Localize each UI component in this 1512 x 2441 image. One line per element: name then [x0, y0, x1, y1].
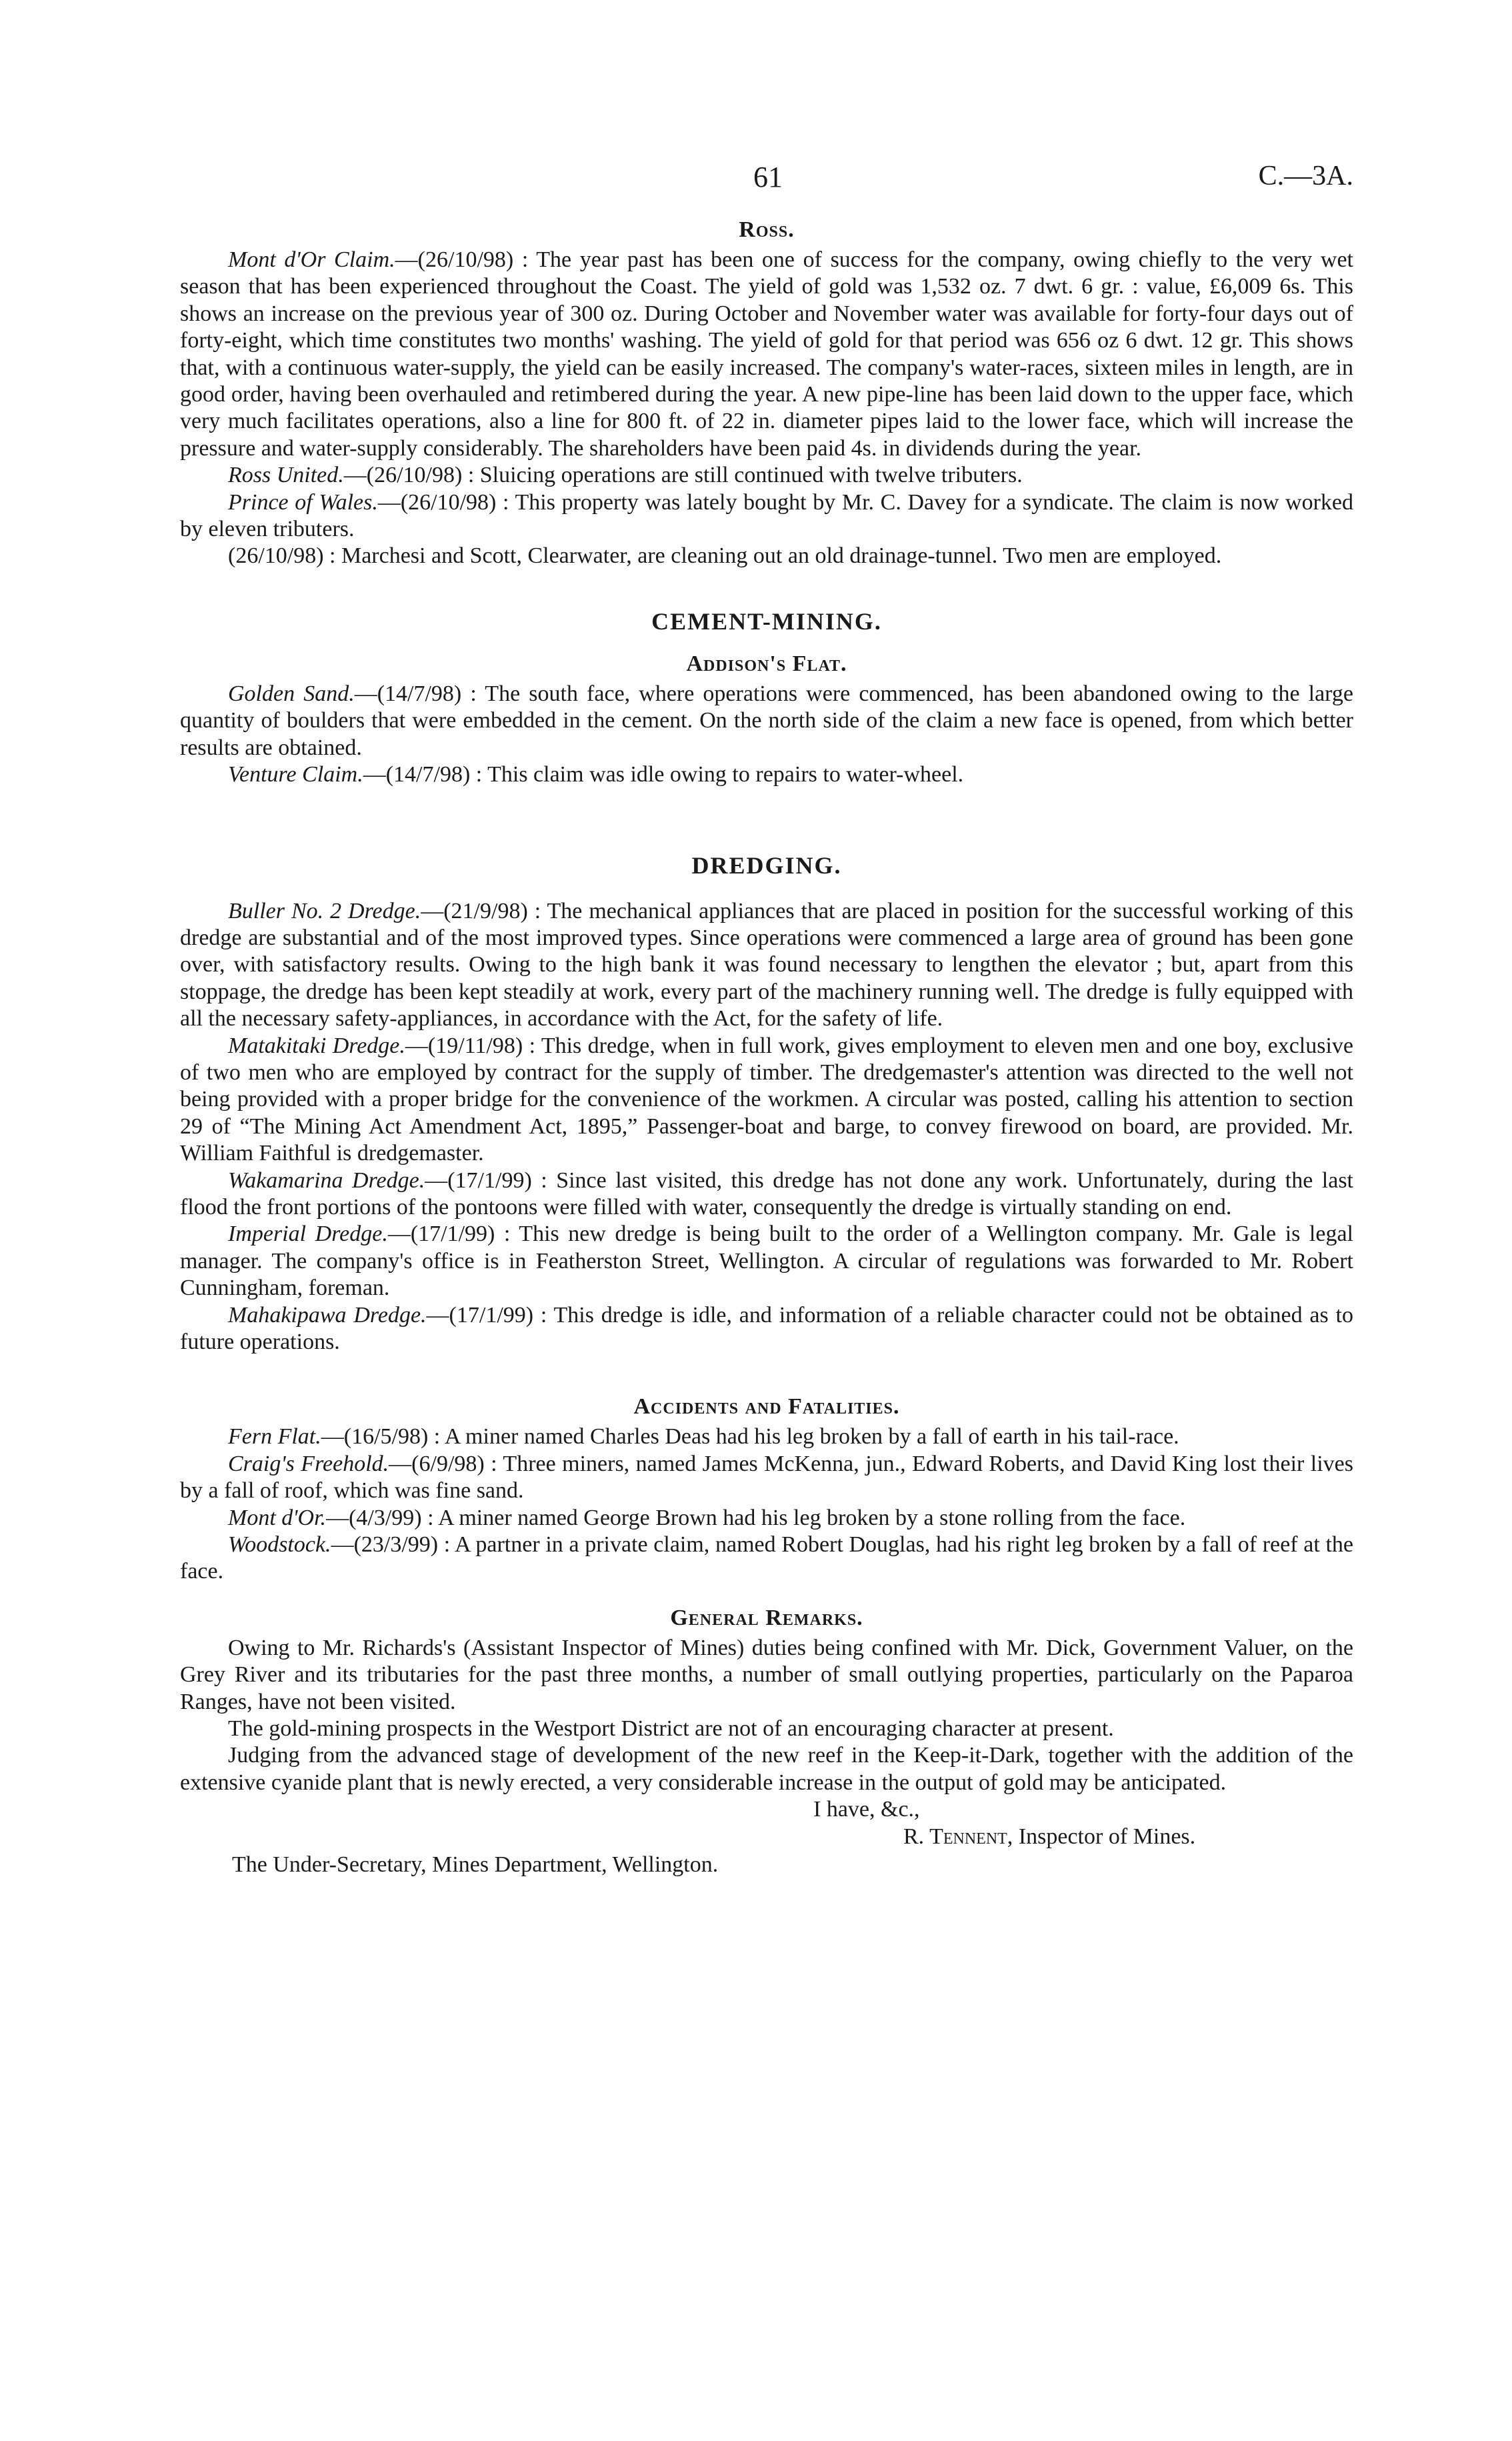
paragraph [180, 1451, 1353, 1505]
paragraph [180, 898, 1353, 1033]
paragraph-body: —(26/10/98) : The year past has been one of success for the company, owing chiefly to the very wet season that has been experienced throughout the Coast. The yield of gold was 1,532 oz. 7 dwt. 6 gr. : value, £6,009 6s. This shows an increase on the previous year of 300 oz. During October and November water was available for forty-four days out of forty-eight, which time constitutes two months' washing. The yield of gold for that period was 656 oz 6 dwt. 12 gr. This shows that, with a continuous water-supply, the yield can be easily increased. The company's water-races, sixteen miles in length, are in good order, having been overhauled and retimbered during the year. A new pipe-line has been laid down to the upper face, which very much facilitates operations, also a line for 800 ft. of 22 in. diameter pipes laid to the lower face, which will increase the pressure and water-supply considerably. The shareholders have been paid 4s. in dividends during the year. [180, 247, 1353, 461]
paragraph-title: Matakitaki Dredge. [228, 1033, 405, 1058]
paragraph [180, 1221, 1353, 1302]
addressee: The Under-Secretary, Mines Department, Wellington. [232, 1852, 719, 1878]
paragraph [180, 247, 1353, 462]
page-reference: C.—3A. [1258, 161, 1353, 191]
paragraph-body: —(21/9/98) : The mechanical appliances that are placed in position for the successful working of this dredge are substantial and of the most improved types. Since operations were commenced a large area of ground has been gone over, with satisfactory results. Owing to the high bank it was found necessary to lengthen the elevator ; but, apart from this stoppage, the dredge has been kept steadily at work, every part of the machinery running well. The dredge is fully equipped with all the necessary safety-appliances, in accordance with the Act, for the safety of life. [180, 898, 1353, 1031]
paragraph [180, 1033, 1353, 1167]
paragraph-body: —(26/10/98) : Sluicing operations are still continued with twelve tributers. [343, 463, 1023, 488]
paragraph-title: Golden Sand. [228, 681, 355, 706]
paragraph-title: Wakamarina Dredge. [228, 1167, 425, 1193]
paragraph-body: —(16/5/98) : A miner named Charles Deas had his leg broken by a fall of earth in his tail-race. [321, 1424, 1179, 1450]
paragraph-body: —(14/7/98) : The south face, where operations were commenced, has been abandoned owing to the large quantity of boulders that were embedded in the cement. On the north side of the claim a new face is opened, from which better results are obtained. [180, 681, 1353, 760]
paragraph-title: Mont d'Or Claim. [228, 247, 395, 272]
paragraph-body: —(4/3/99) : A miner named George Brown had his leg broken by a stone rolling from the face. [326, 1505, 1186, 1530]
subheading-addisons-flat: Addison's Flat. [686, 651, 847, 676]
paragraph [180, 681, 1353, 761]
paragraph [180, 489, 1353, 543]
paragraph-body: —(19/11/98) : This dredge, when in full work, gives employment to eleven men and one boy, exclusive of two men who are employed by contract for the supply of timber. The dredgemaster's attention was directed to the well not being provided with a proper bridge for the convenience of the workmen. A circular was posted, calling his attention to section 29 of “The Mining Act Amendment Act, 1895,” Passenger-boat and barge, to convey firewood on board, are provided. Mr. William Faithful is dredgemaster. [180, 1033, 1353, 1166]
paragraph [180, 1302, 1353, 1356]
paragraph: Owing to Mr. Richards's (Assistant Inspector of Mines) duties being confined with Mr. Dick, Government Valuer, on the Grey River and its tributaries for the past three months, a number of small outlying properties, particularly on the Paparoa Ranges, have not been visited. [180, 1635, 1353, 1714]
signature-name: R. Tennent, [903, 1824, 1013, 1849]
paragraph [180, 543, 1353, 569]
paragraph-title: Woodstock. [228, 1532, 331, 1558]
paragraph-title: Prince of Wales. [228, 489, 378, 515]
paragraph [180, 1167, 1353, 1222]
paragraph-title: Craig's Freehold. [228, 1451, 389, 1476]
paragraph-body: —(26/10/98) : This property was lately bought by Mr. C. Davey for a syndicate. The claim is now worked by eleven tributers. [180, 489, 1353, 542]
signature-title: Inspector of Mines. [1018, 1824, 1196, 1849]
paragraph-title: Fern Flat. [228, 1424, 321, 1450]
section-heading-general-remarks: General Remarks. [670, 1605, 863, 1630]
paragraph [180, 1424, 1353, 1450]
section-heading-dredging: DREDGING. [691, 851, 842, 879]
paragraph-title: Imperial Dredge. [228, 1222, 388, 1247]
paragraph-body: —(6/9/98) : Three miners, named James McKenna, jun., Edward Roberts, and David King lost their lives by a fall of roof, which was fine sand. [180, 1451, 1353, 1504]
paragraph [180, 462, 1353, 489]
paragraph-title: Buller No. 2 Dredge. [228, 898, 421, 923]
paragraph-body: —(14/7/98) : This claim was idle owing to repairs to water-wheel. [363, 762, 964, 787]
paragraph-body: —(23/3/99) : A partner in a private claim, named Robert Douglas, had his right leg broken by a fall of reef at the face. [180, 1532, 1353, 1584]
paragraph-title: Ross United. [228, 463, 344, 488]
page-header [180, 160, 1353, 213]
paragraph-body: (26/10/98) : Marchesi and Scott, Clearwater, are cleaning out an old drainage-tunnel. Two men are employed. [228, 543, 1222, 569]
paragraph [180, 1505, 1353, 1532]
paragraph-body: —(17/1/99) : Since last visited, this dredge has not done any work. Unfortunately, during the last flood the front portions of the pontoons were filled with water, consequently the dredge is virtually standing on end. [180, 1167, 1353, 1219]
paragraph-title: Venture Claim. [228, 762, 363, 787]
paragraph-body: —(17/1/99) : This new dredge is being built to the order of a Wellington company. Mr. Gale is legal manager. The company's office is in Featherston Street, Wellington. A circular of regulations was forwarded to Mr. Robert Cunningham, foreman. [180, 1222, 1353, 1301]
closing: I have, &c., [813, 1797, 920, 1822]
paragraph [180, 1532, 1353, 1586]
paragraph-body: —(17/1/99) : This dredge is idle, and information of a reliable character could not be obtained as to future operations. [180, 1302, 1353, 1354]
section-heading-accidents: Accidents and Fatalities. [633, 1394, 900, 1420]
paragraph-title: Mahakipawa Dredge. [228, 1302, 427, 1328]
paragraph [180, 761, 1353, 788]
signature [180, 1824, 1353, 1850]
paragraph: The gold-mining prospects in the Westport District are not of an encouraging character at present. [228, 1716, 1114, 1742]
paragraph-title: Mont d'Or. [228, 1505, 327, 1530]
document-page [180, 160, 1353, 1880]
paragraph: Judging from the advanced stage of development of the new reef in the Keep-it-Dark, together with the addition of the extensive cyanide plant that is newly erected, a very considerable increase in the output of gold may be anticipated. [180, 1743, 1353, 1795]
section-heading-ross: Ross. [739, 217, 795, 242]
page-number: 61 [753, 161, 783, 193]
section-heading-cement-mining: CEMENT-MINING. [651, 607, 882, 635]
